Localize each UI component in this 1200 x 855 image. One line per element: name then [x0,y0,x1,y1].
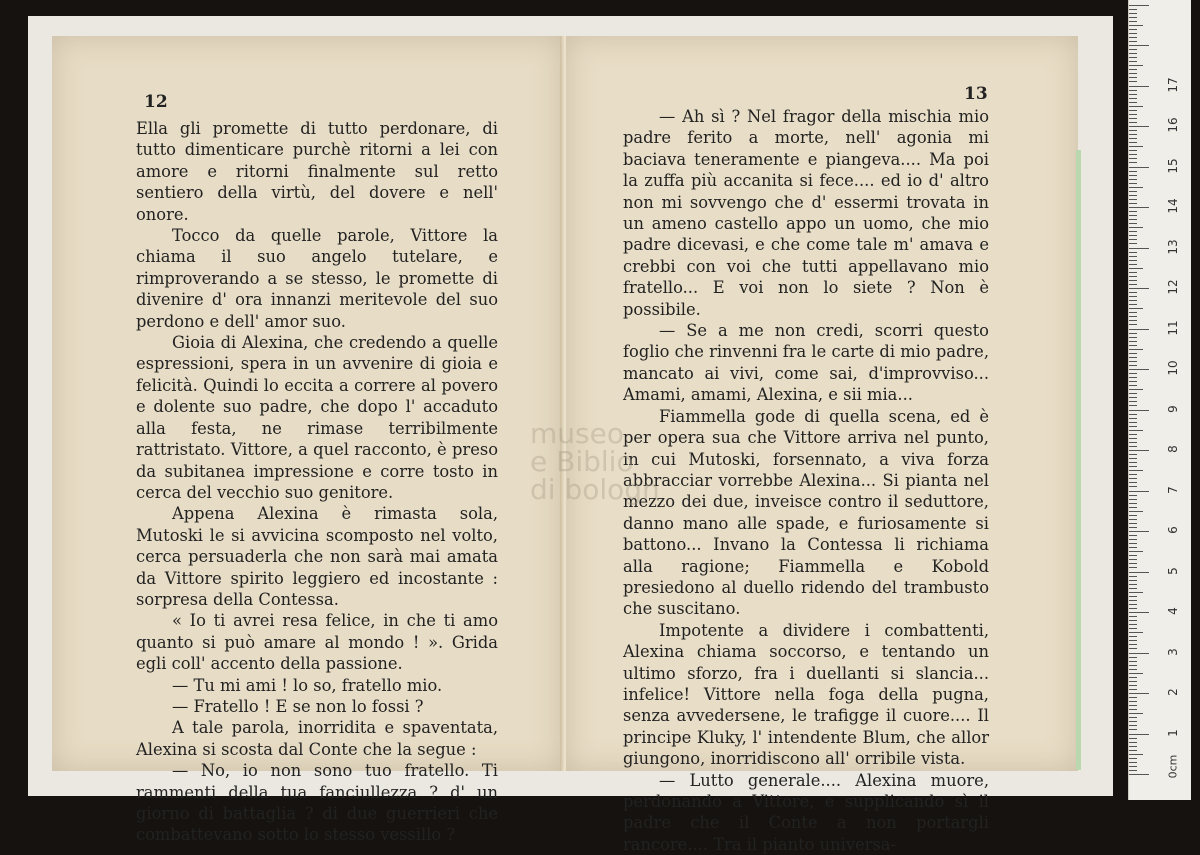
ruler-tick [1129,462,1137,463]
ruler-tick [1129,175,1137,176]
ruler-tick [1129,418,1137,419]
ruler-tick [1129,547,1137,548]
ruler-tick [1129,527,1137,528]
ruler-number: 3 [1166,647,1180,656]
ruler-tick [1129,187,1143,188]
ruler-number: 9 [1166,404,1180,413]
ruler-tick [1129,713,1143,714]
ruler-tick [1129,758,1137,759]
ruler-tick [1129,750,1137,751]
ruler-tick [1129,329,1149,330]
ruler-tick [1129,191,1137,192]
ruler-tick [1129,337,1137,338]
ruler-tick [1129,211,1137,212]
ruler-tick [1129,401,1137,402]
ruler-tick [1129,86,1149,87]
ruler-tick [1129,300,1137,301]
ruler-tick [1129,183,1137,184]
ruler-tick [1129,353,1137,354]
ruler-number: 4 [1166,607,1180,615]
left-page-text [136,118,498,846]
paragraph: « Io ti avrei resa felice, in che ti amo quanto si può amare al mondo ! ». Grida egli coll' accento della passione. [136,611,498,674]
ruler-tick [1129,219,1137,220]
ruler-tick [1129,628,1137,629]
ruler-tick [1129,717,1137,718]
ruler-tick [1129,69,1137,70]
ruler-tick [1129,102,1137,103]
ruler-tick [1129,122,1137,123]
ruler-tick [1129,616,1137,617]
ruler-tick [1129,199,1137,200]
ruler-tick [1129,239,1137,240]
ruler-tick [1129,207,1149,208]
ruler-tick [1129,81,1137,82]
ruler-tick [1129,543,1137,544]
ruler-tick [1129,653,1149,654]
ruler-tick [1129,563,1137,564]
ruler-tick [1129,458,1137,459]
paragraph: — Se a me non credi, scorri questo foglio che rinvenni fra le carte di mio padre, mancato ai vivi, come sai, d'improvviso... Amami, amami, Alexina, e sii mia... [623,321,989,405]
ruler-number: 15 [1166,157,1180,174]
right-page [566,36,1078,854]
ruler-number: 8 [1166,445,1180,453]
ruler-tick [1129,721,1137,722]
ruler-tick [1129,37,1137,38]
ruler-tick [1129,450,1149,451]
ruler-tick [1129,158,1137,159]
ruler-number: 10 [1166,360,1180,376]
ruler-tick [1129,53,1137,54]
ruler-tick [1129,648,1137,649]
ruler-tick [1129,167,1149,168]
ruler-tick [1129,661,1137,662]
ruler-tick [1129,669,1137,670]
ruler-tick [1129,171,1137,172]
ruler-tick [1129,308,1143,309]
ruler-tick [1129,106,1143,107]
ruler-tick [1129,592,1143,593]
ruler-tick [1129,215,1137,216]
ruler-tick [1129,405,1137,406]
ruler-number: 14 [1166,198,1180,214]
ruler-tick [1129,729,1137,730]
ruler-tick [1129,519,1137,520]
ruler-tick [1129,146,1143,147]
ruler-tick [1129,150,1137,151]
ruler-tick [1129,584,1137,585]
ruler-tick [1129,474,1137,475]
ruler-tick [1129,673,1143,674]
ruler-tick [1129,248,1149,249]
ruler-number: 7 [1166,485,1180,494]
ruler-tick [1129,762,1137,763]
paragraph: Gioia di Alexina, che credendo a quelle espressioni, spera in un avvenire di gioia e felicità. Quindi lo eccita a correre al povero e dolente suo padre, che dopo l' accaduto alla festa, ne rimase terribilmente rattristato. Vittore, a quel racconto, è preso da subitanea impressione e corre tosto in cerca del vecchio suo genitore. [136,333,498,502]
ruler-tick [1129,77,1137,78]
ruler-tick [1129,693,1149,694]
ruler-tick [1129,138,1137,139]
ruler-tick [1129,114,1137,115]
ruler-tick [1129,572,1149,573]
ruler-tick [1129,389,1143,390]
paragraph: — No, io non sono tuo fratello. Ti rammenti della tua fanciullezza ? d' un giorno di battaglia ? di due guerrieri che combattevano sotto lo stesso vessillo ? [136,761,498,845]
paragraph: — Ah sì ? Nel fragor della mischia mio padre ferito a morte, nell' agonia mi baciava teneramente e piangeva.... Ma poi la zuffa più accanita si fece.... ed io d' altro non mi sovvengo che d' essermi trovata in un ameno castello appo un uomo, che mio padre dicevasi, e che come tale m' amava e crebbi con voi che tutti appellavano mio fratello... E voi non lo siete ? Non è possibile. [623,107,989,319]
watermark-line: e Biblio [530,445,634,478]
ruler-tick [1129,57,1137,58]
ruler-tick [1129,260,1137,261]
ruler-tick [1129,385,1137,386]
ruler-tick [1129,195,1137,196]
ruler-tick [1129,555,1137,556]
ruler-tick [1129,268,1143,269]
ruler-tick [1129,272,1137,273]
ruler-tick [1129,774,1149,775]
ruler-tick [1129,535,1137,536]
ruler-tick [1129,636,1137,637]
ruler-tick [1129,304,1137,305]
ruler-number: 1 [1166,728,1180,737]
ruler-tick [1129,503,1137,504]
ruler-tick [1129,256,1137,257]
green-page-edge [1076,150,1081,770]
paragraph: — Tu mi ami ! lo so, fratello mio. [172,675,443,695]
ruler-tick [1129,559,1137,560]
page-number-left: 12 [144,92,168,112]
ruler-tick [1129,357,1137,358]
ruler-tick [1129,349,1143,350]
ruler-tick [1129,430,1143,431]
ruler-tick [1129,373,1137,374]
paragraph: Fiammella gode di quella scena, ed è per opera sua che Vittore arriva nel punto, in cui Mutoski, forsennato, a viva forza abbracciar vorrebbe Alexina... Si pianta nel mezzo dei due, inveisce contro il seduttore, danno mano alle spade, e furiosamente si battono... Invano la Contessa li richiama alla ragione; Fiammella e Kobold presiedono al duello ridendo del trambusto che suscitano. [623,406,989,619]
ruler-tick [1129,292,1137,293]
ruler-tick [1129,361,1137,362]
right-page-text [623,106,989,855]
ruler-tick [1129,33,1137,34]
ruler-tick [1129,491,1149,492]
ruler-tick [1129,41,1137,42]
ruler-tick [1129,130,1137,131]
ruler-tick [1129,154,1137,155]
ruler-tick [1129,665,1137,666]
ruler-tick [1129,126,1149,127]
ruler-tick [1129,596,1137,597]
ruler-tick [1129,203,1137,204]
ruler-tick [1129,515,1137,516]
ruler-tick [1129,284,1137,285]
paragraph: Tocco da quelle parole, Vittore la chiama il suo angelo tutelare, e rimproverando a se stesso, le promette di divenire d' ora innanzi meritevole del suo perdono e dell' amor suo. [136,226,498,331]
ruler-tick [1129,697,1137,698]
ruler-tick [1129,98,1137,99]
ruler-tick [1129,94,1137,95]
ruler-tick [1129,624,1137,625]
ruler-tick [1129,770,1137,771]
ruler-tick [1129,252,1137,253]
ruler-tick [1129,393,1137,394]
ruler-tick [1129,134,1137,135]
ruler-tick [1129,345,1137,346]
ruler-tick [1129,264,1137,265]
ruler-tick [1129,49,1137,50]
ruler-tick [1129,179,1137,180]
ruler-tick [1129,377,1137,378]
ruler-tick [1129,608,1137,609]
ruler-tick [1129,288,1149,289]
ruler-tick [1129,397,1137,398]
ruler-number: 5 [1166,566,1180,575]
ruler-tick [1129,580,1137,581]
ruler-tick [1129,470,1143,471]
ruler-tick [1129,551,1143,552]
ruler-tick [1129,25,1143,26]
measurement-ruler [1128,0,1191,800]
ruler-tick [1129,507,1137,508]
ruler-tick [1129,539,1137,540]
ruler-tick [1129,689,1137,690]
ruler-tick [1129,644,1137,645]
ruler-tick [1129,746,1137,747]
ruler-tick [1129,511,1143,512]
ruler-tick [1129,438,1137,439]
ruler-tick [1129,9,1137,10]
ruler-tick [1129,604,1137,605]
ruler-tick [1129,65,1143,66]
ruler-number: 13 [1166,238,1180,255]
ruler-tick [1129,725,1137,726]
ruler-tick [1129,333,1137,334]
ruler-tick [1129,734,1149,735]
ruler-tick [1129,482,1137,483]
ruler-tick [1129,685,1137,686]
ruler-tick [1129,110,1137,111]
ruler-tick [1129,681,1137,682]
ruler-tick [1129,231,1137,232]
ruler-tick [1129,446,1137,447]
ruler-tick [1129,312,1137,313]
ruler-tick [1129,381,1137,382]
ruler-number: 2 [1166,688,1180,696]
ruler-number: 16 [1166,117,1180,133]
ruler-tick [1129,576,1137,577]
page-number-right: 13 [964,84,988,104]
ruler-tick [1129,766,1137,767]
watermark [530,417,660,506]
left-page [52,36,562,845]
ruler-tick [1129,600,1137,601]
ruler-tick [1129,478,1137,479]
ruler-tick [1129,45,1149,46]
ruler-tick [1129,657,1137,658]
ruler-tick [1129,17,1137,18]
ruler-tick [1129,324,1137,325]
ruler-tick [1129,276,1137,277]
ruler-tick [1129,486,1137,487]
ruler-number: 17 [1166,76,1180,93]
ruler-tick [1129,227,1143,228]
ruler-tick [1129,709,1137,710]
ruler-tick [1129,434,1137,435]
ruler-tick [1129,118,1137,119]
ruler-tick [1129,341,1137,342]
paragraph: Appena Alexina è rimasta sola, Mutoski le si avvicina scomposto nel volto, cerca persuaderla che non sarà mai amata da Vittore spirito leggiero ed incostante : sorpresa della Contessa. [136,504,498,609]
ruler-number: 11 [1166,319,1180,336]
ruler-tick [1129,235,1137,236]
paragraph: A tale parola, inorridita e spaventata, Alexina si scosta dal Conte che la segue : [136,718,498,759]
ruler-number: 12 [1166,279,1180,295]
watermark-line: museo [530,417,624,450]
ruler-tick [1129,499,1137,500]
ruler-tick [1129,701,1137,702]
ruler-tick [1129,422,1137,423]
ruler-tick [1129,365,1137,366]
ruler-tick [1129,223,1137,224]
ruler-tick [1129,21,1137,22]
ruler-tick [1129,369,1149,370]
ruler-tick [1129,495,1137,496]
ruler-tick [1129,632,1143,633]
ruler-tick [1129,677,1137,678]
ruler-number: 6 [1166,526,1180,534]
ruler-tick [1129,410,1149,411]
ruler-tick [1129,567,1137,568]
ruler-tick [1129,316,1137,317]
ruler-tick [1129,243,1137,244]
ruler-tick [1129,73,1137,74]
ruler-tick [1129,640,1137,641]
paragraph: — Fratello ! E se non lo fossi ? [172,696,424,716]
ruler-tick [1129,280,1137,281]
ruler-tick [1129,5,1149,6]
ruler-tick [1129,620,1137,621]
ruler-tick [1129,142,1137,143]
paragraph: Ella gli promette di tutto perdonare, di tutto dimenticare purchè ritorni a lei con amore e ritorni finalmente sul retto sentiero della virtù, del dovere e nell' onore. [136,119,498,224]
ruler-tick [1129,426,1137,427]
ruler-tick [1129,29,1137,30]
ruler-tick [1129,612,1149,613]
ruler-tick [1129,588,1137,589]
ruler-tick [1129,466,1137,467]
ruler-tick [1129,90,1137,91]
watermark-line: di bologn [530,473,660,506]
ruler-tick [1129,454,1137,455]
ruler-tick [1129,162,1137,163]
ruler-tick [1129,705,1137,706]
ruler-tick [1129,742,1137,743]
ruler-tick [1129,531,1149,532]
ruler-tick [1129,523,1137,524]
ruler-tick [1129,296,1137,297]
ruler-tick [1129,414,1137,415]
ruler-tick [1129,738,1137,739]
ruler-tick [1129,442,1137,443]
ruler-tick [1129,13,1137,14]
ruler-tick [1129,61,1137,62]
ruler-unit: 0cm [1166,754,1180,779]
ruler-tick [1129,754,1143,755]
paragraph: — Lutto generale.... Alexina muore, perdonando a Vittore, e supplicando sì il padre che il Conte a non portargli rancore.... Tra il pianto universa- [623,770,989,854]
paragraph: Impotente a dividere i combattenti, Alexina chiama soccorso, e tentando un ultimo sforzo, fra i duellanti si slancia... infelice! Vittore nella foga della pugna, senza avvedersene, le trafigge il cuore.... Il principe Kluky, l' intendente Blum, che allor giungono, inorridiscono all' orribile vista. [623,620,989,769]
ruler-tick [1129,320,1137,321]
